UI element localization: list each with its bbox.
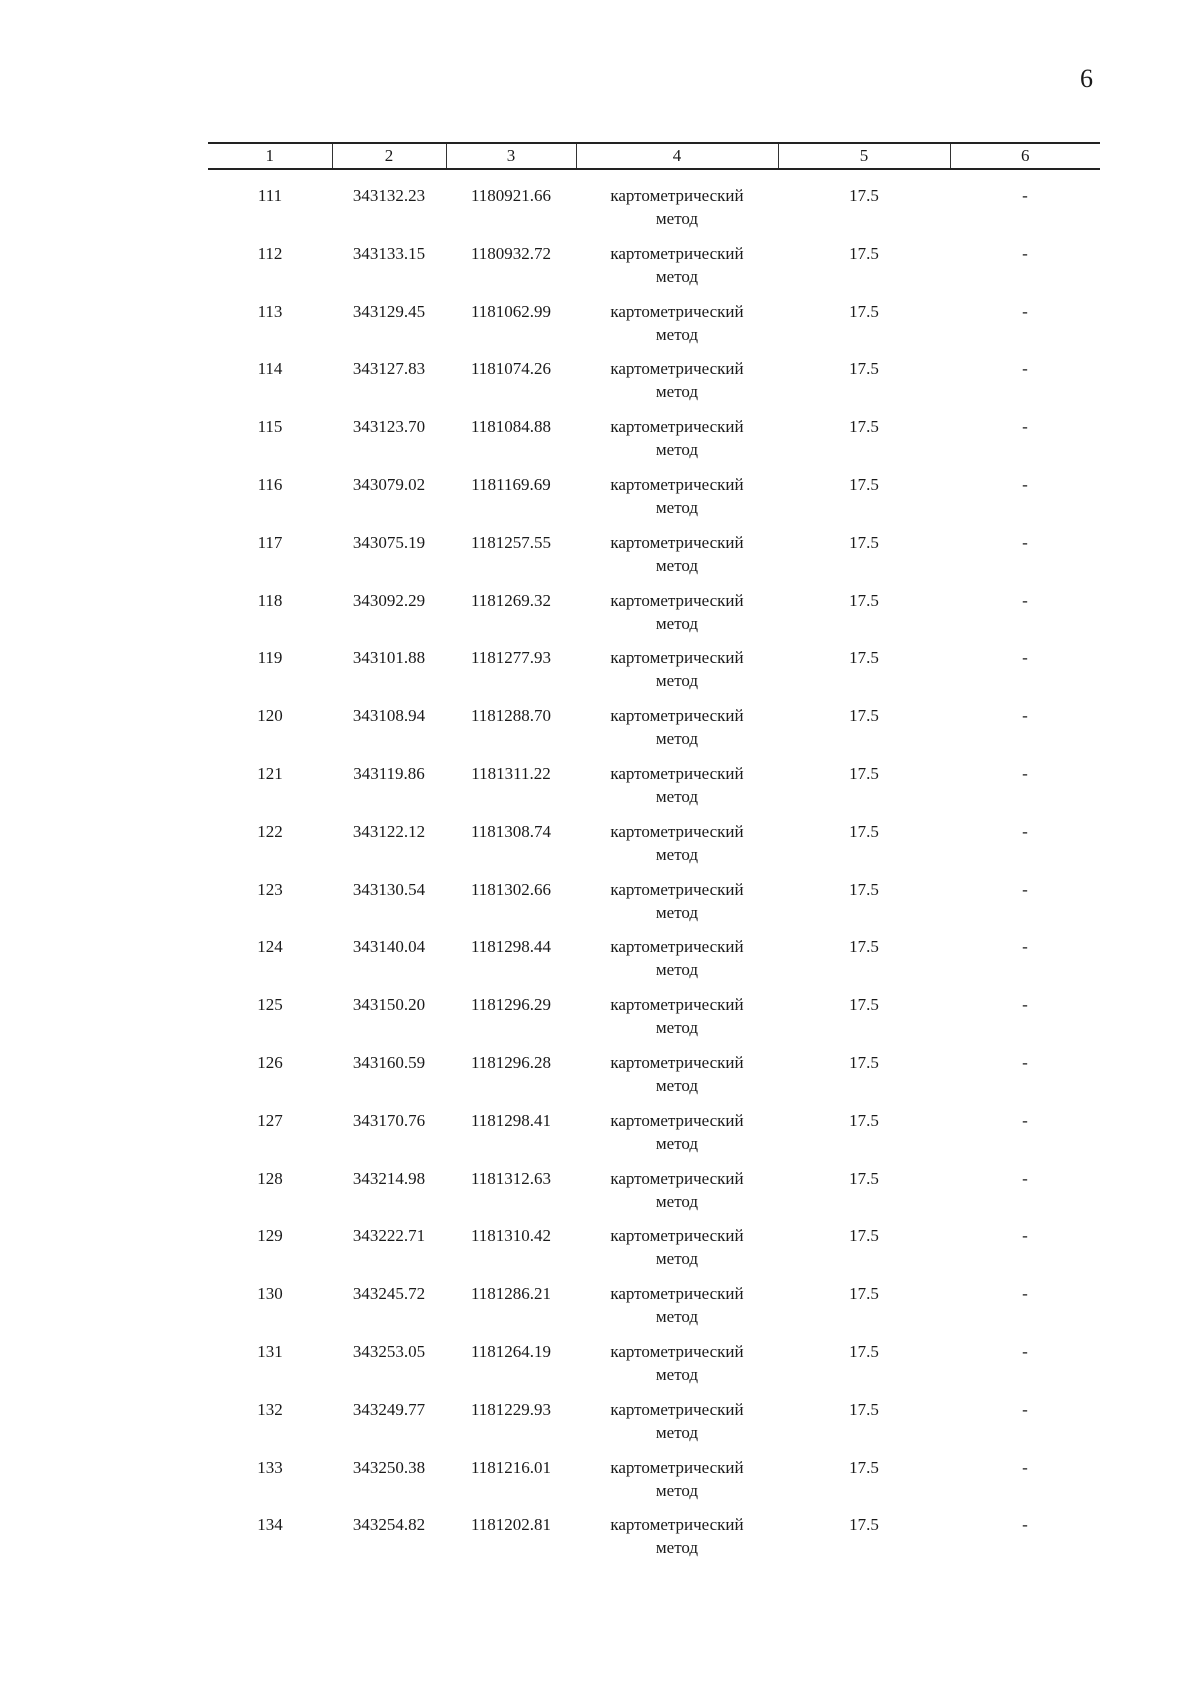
x-coordinate-cell: 343130.54: [352, 879, 426, 899]
y-coordinate-cell: 1181264.19: [470, 1341, 552, 1361]
method-cell: [576, 646, 778, 704]
note-cell: -: [1022, 995, 1028, 1015]
y-coordinate-cell: 1181286.21: [470, 1284, 552, 1304]
table-row: [208, 415, 1100, 473]
precision-cell: 17.5: [849, 879, 879, 899]
table-row: [208, 704, 1100, 762]
precision-cell: 17.5: [849, 1110, 879, 1130]
method-line-2: метод: [655, 497, 699, 517]
y-coordinate-cell: 1181202.81: [470, 1515, 552, 1535]
method-cell: [576, 415, 778, 473]
x-coordinate-cell: 343119.86: [353, 763, 425, 783]
method-line-2: метод: [655, 1422, 699, 1442]
y-coordinate-cell: 1181308.74: [470, 821, 552, 841]
y-coordinate-cell: 1181229.93: [470, 1399, 552, 1419]
table-row: [208, 169, 1100, 242]
x-coordinate-cell: 343245.72: [352, 1284, 426, 1304]
precision-cell: 17.5: [849, 474, 879, 494]
point-number-cell: 125: [257, 995, 283, 1015]
method-line-1: картометрический: [610, 821, 744, 841]
point-number-cell: 132: [257, 1399, 283, 1419]
table-row: [208, 1398, 1100, 1456]
point-number-cell: 133: [257, 1457, 283, 1477]
method-line-2: метод: [655, 1018, 699, 1038]
point-number-cell: 130: [257, 1284, 283, 1304]
note-cell: -: [1022, 590, 1028, 610]
method-line-2: метод: [655, 266, 699, 286]
y-coordinate-cell: 1181298.44: [470, 937, 552, 957]
note-cell: -: [1022, 706, 1028, 726]
table-row: [208, 1340, 1100, 1398]
precision-cell: 17.5: [849, 186, 879, 205]
x-coordinate-cell: 343253.05: [352, 1341, 426, 1361]
method-cell: [576, 1513, 778, 1571]
y-coordinate-cell: 1181296.28: [470, 1052, 552, 1072]
method-line-2: метод: [655, 1307, 699, 1327]
y-coordinate-cell: 1180921.66: [470, 186, 552, 205]
y-coordinate-cell: 1181296.29: [470, 995, 552, 1015]
method-line-1: картометрический: [610, 1341, 744, 1361]
note-cell: -: [1022, 648, 1028, 668]
point-number-cell: 131: [257, 1341, 283, 1361]
note-cell: -: [1022, 1110, 1028, 1130]
method-line-1: картометрический: [610, 1399, 744, 1419]
note-cell: -: [1022, 474, 1028, 494]
point-number-cell: 119: [257, 648, 283, 668]
method-cell: [576, 762, 778, 820]
point-number-cell: 134: [257, 1515, 283, 1535]
x-coordinate-cell: 343222.71: [352, 1226, 426, 1246]
point-number-cell: 122: [257, 821, 283, 841]
note-cell: -: [1022, 763, 1028, 783]
x-coordinate-cell: 343132.23: [352, 186, 426, 205]
precision-cell: 17.5: [849, 1457, 879, 1477]
method-line-1: картометрический: [610, 1457, 744, 1477]
table-header-row: [208, 143, 1100, 169]
method-line-2: метод: [655, 613, 699, 633]
y-coordinate-cell: 1181062.99: [470, 301, 552, 321]
point-number-cell: 113: [257, 301, 283, 321]
method-line-1: картометрический: [610, 532, 744, 552]
point-number-cell: 124: [257, 937, 283, 957]
method-line-1: картометрический: [610, 1515, 744, 1535]
method-cell: [576, 357, 778, 415]
method-line-2: метод: [655, 1364, 699, 1384]
method-cell: [576, 1398, 778, 1456]
note-cell: -: [1022, 359, 1028, 379]
note-cell: -: [1022, 879, 1028, 899]
x-coordinate-cell: 343140.04: [352, 937, 426, 957]
note-cell: -: [1022, 417, 1028, 437]
method-cell: [576, 531, 778, 589]
method-cell: [576, 993, 778, 1051]
method-line-2: метод: [655, 1480, 699, 1500]
precision-cell: 17.5: [849, 937, 879, 957]
y-coordinate-cell: 1180932.72: [470, 243, 552, 263]
note-cell: -: [1022, 1052, 1028, 1072]
method-line-1: картометрический: [610, 186, 744, 205]
point-number-cell: 114: [257, 359, 283, 379]
point-number-cell: 118: [257, 590, 283, 610]
table-row: [208, 300, 1100, 358]
precision-cell: 17.5: [849, 821, 879, 841]
x-coordinate-cell: 343101.88: [352, 648, 426, 668]
y-coordinate-cell: 1181312.63: [470, 1168, 552, 1188]
method-cell: [576, 1282, 778, 1340]
method-line-1: картометрический: [610, 1168, 744, 1188]
method-cell: [576, 1340, 778, 1398]
point-number-cell: 116: [257, 474, 283, 494]
y-coordinate-cell: 1181074.26: [470, 359, 552, 379]
point-number-cell: 111: [257, 186, 283, 205]
precision-cell: 17.5: [849, 301, 879, 321]
column-header: 6: [950, 143, 1100, 169]
method-line-2: метод: [655, 1249, 699, 1269]
method-line-1: картометрический: [610, 474, 744, 494]
method-line-1: картометрический: [610, 937, 744, 957]
point-number-cell: 121: [257, 763, 283, 783]
method-line-1: картометрический: [610, 1052, 744, 1072]
method-cell: [576, 878, 778, 936]
precision-cell: 17.5: [849, 532, 879, 552]
method-cell: [576, 935, 778, 993]
x-coordinate-cell: 343127.83: [352, 359, 426, 379]
precision-cell: 17.5: [849, 1168, 879, 1188]
method-line-2: метод: [655, 1538, 699, 1558]
point-number-cell: 117: [257, 532, 283, 552]
note-cell: -: [1022, 821, 1028, 841]
method-line-2: метод: [655, 844, 699, 864]
x-coordinate-cell: 343150.20: [352, 995, 426, 1015]
method-cell: [576, 1051, 778, 1109]
table-row: [208, 589, 1100, 647]
table-row: [208, 762, 1100, 820]
method-line-1: картометрический: [610, 706, 744, 726]
point-number-cell: 123: [257, 879, 283, 899]
method-cell: [576, 169, 778, 242]
precision-cell: 17.5: [849, 706, 879, 726]
method-line-2: метод: [655, 324, 699, 344]
note-cell: -: [1022, 1284, 1028, 1304]
point-number-cell: 120: [257, 706, 283, 726]
method-cell: [576, 1109, 778, 1167]
x-coordinate-cell: 343075.19: [352, 532, 426, 552]
table-row: [208, 1109, 1100, 1167]
table-row: [208, 646, 1100, 704]
method-cell: [576, 242, 778, 300]
method-line-1: картометрический: [610, 1284, 744, 1304]
note-cell: -: [1022, 1226, 1028, 1246]
point-number-cell: 127: [257, 1110, 283, 1130]
point-number-cell: 129: [257, 1226, 283, 1246]
precision-cell: 17.5: [849, 1399, 879, 1419]
table-row: [208, 878, 1100, 936]
precision-cell: 17.5: [849, 1515, 879, 1535]
table-row: [208, 1456, 1100, 1514]
precision-cell: 17.5: [849, 359, 879, 379]
method-line-2: метод: [655, 960, 699, 980]
method-line-1: картометрический: [610, 301, 744, 321]
method-line-1: картометрический: [610, 879, 744, 899]
column-header: 5: [778, 143, 950, 169]
point-number-cell: 112: [257, 243, 283, 263]
precision-cell: 17.5: [849, 1341, 879, 1361]
method-line-2: метод: [655, 786, 699, 806]
method-cell: [576, 1456, 778, 1514]
x-coordinate-cell: 343170.76: [352, 1110, 426, 1130]
table-row: [208, 242, 1100, 300]
y-coordinate-cell: 1181257.55: [470, 532, 552, 552]
method-cell: [576, 589, 778, 647]
x-coordinate-cell: 343129.45: [352, 301, 426, 321]
precision-cell: 17.5: [849, 417, 879, 437]
method-line-2: метод: [655, 902, 699, 922]
method-line-1: картометрический: [610, 590, 744, 610]
table-row: [208, 1282, 1100, 1340]
note-cell: -: [1022, 1515, 1028, 1535]
method-cell: [576, 473, 778, 531]
table-row: [208, 935, 1100, 993]
precision-cell: 17.5: [849, 1284, 879, 1304]
point-number-cell: 128: [257, 1168, 283, 1188]
x-coordinate-cell: 343160.59: [352, 1052, 426, 1072]
method-line-1: картометрический: [610, 359, 744, 379]
y-coordinate-cell: 1181298.41: [470, 1110, 552, 1130]
note-cell: -: [1022, 937, 1028, 957]
method-line-2: метод: [655, 440, 699, 460]
table-row: [208, 993, 1100, 1051]
method-line-2: метод: [655, 382, 699, 402]
point-number-cell: 115: [257, 417, 283, 437]
method-line-1: картометрический: [610, 648, 744, 668]
x-coordinate-cell: 343123.70: [352, 417, 426, 437]
y-coordinate-cell: 1181311.22: [471, 763, 551, 783]
method-line-1: картометрический: [610, 1110, 744, 1130]
precision-cell: 17.5: [849, 763, 879, 783]
precision-cell: 17.5: [849, 1226, 879, 1246]
y-coordinate-cell: 1181216.01: [470, 1457, 552, 1477]
column-header: 1: [208, 143, 332, 169]
precision-cell: 17.5: [849, 243, 879, 263]
x-coordinate-cell: 343108.94: [352, 706, 426, 726]
column-header: 4: [576, 143, 778, 169]
table-row: [208, 820, 1100, 878]
method-line-1: картометрический: [610, 1226, 744, 1246]
page-number: 6: [1080, 64, 1093, 93]
note-cell: -: [1022, 1168, 1028, 1188]
method-line-1: картометрический: [610, 995, 744, 1015]
point-number-cell: 126: [257, 1052, 283, 1072]
method-line-2: метод: [655, 729, 699, 749]
x-coordinate-cell: 343092.29: [352, 590, 426, 610]
method-line-2: метод: [655, 671, 699, 691]
y-coordinate-cell: 1181169.69: [471, 474, 551, 494]
column-header: 2: [332, 143, 446, 169]
table-row: [208, 473, 1100, 531]
method-cell: [576, 300, 778, 358]
y-coordinate-cell: 1181269.32: [470, 590, 552, 610]
method-line-1: картометрический: [610, 763, 744, 783]
x-coordinate-cell: 343249.77: [352, 1399, 426, 1419]
table-row: [208, 357, 1100, 415]
method-line-2: метод: [655, 1133, 699, 1153]
table-row: [208, 1167, 1100, 1225]
x-coordinate-cell: 343133.15: [352, 243, 426, 263]
method-line-2: метод: [655, 209, 699, 228]
method-cell: [576, 1224, 778, 1282]
x-coordinate-cell: 343250.38: [352, 1457, 426, 1477]
precision-cell: 17.5: [849, 648, 879, 668]
note-cell: -: [1022, 532, 1028, 552]
column-header: 3: [446, 143, 576, 169]
method-cell: [576, 820, 778, 878]
y-coordinate-cell: 1181302.66: [470, 879, 552, 899]
table-row: [208, 1513, 1100, 1571]
note-cell: -: [1022, 1341, 1028, 1361]
method-cell: [576, 1167, 778, 1225]
note-cell: -: [1022, 301, 1028, 321]
method-cell: [576, 704, 778, 762]
method-line-2: метод: [655, 1075, 699, 1095]
table-row: [208, 1224, 1100, 1282]
note-cell: -: [1022, 1457, 1028, 1477]
table-row: [208, 1051, 1100, 1109]
method-line-1: картометрический: [610, 417, 744, 437]
method-line-2: метод: [655, 555, 699, 575]
table-row: [208, 531, 1100, 589]
precision-cell: 17.5: [849, 590, 879, 610]
x-coordinate-cell: 343214.98: [352, 1168, 426, 1188]
x-coordinate-cell: 343122.12: [352, 821, 426, 841]
precision-cell: 17.5: [849, 995, 879, 1015]
method-line-1: картометрический: [610, 243, 744, 263]
coordinates-table: [208, 142, 1100, 1571]
x-coordinate-cell: 343079.02: [352, 474, 426, 494]
precision-cell: 17.5: [849, 1052, 879, 1072]
x-coordinate-cell: 343254.82: [352, 1515, 426, 1535]
note-cell: -: [1022, 186, 1028, 205]
note-cell: -: [1022, 1399, 1028, 1419]
y-coordinate-cell: 1181310.42: [470, 1226, 552, 1246]
y-coordinate-cell: 1181277.93: [470, 648, 552, 668]
y-coordinate-cell: 1181084.88: [470, 417, 552, 437]
y-coordinate-cell: 1181288.70: [470, 706, 552, 726]
note-cell: -: [1022, 243, 1028, 263]
method-line-2: метод: [655, 1191, 699, 1211]
